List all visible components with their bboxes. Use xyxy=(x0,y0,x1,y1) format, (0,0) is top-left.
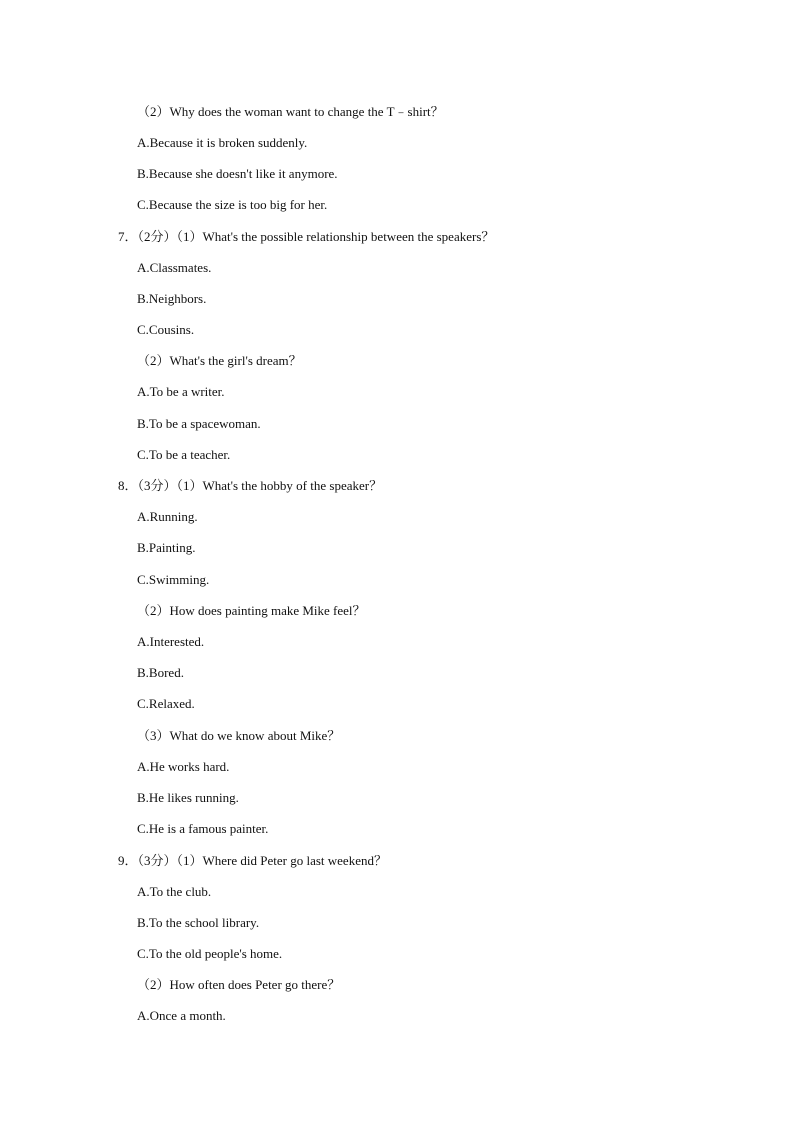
question-9-peter-last-weekend: 9．（3分）（1）Where did Peter go last weekend？ xyxy=(118,853,387,868)
option-b-not-like: B.Because she doesn't like it anymore. xyxy=(137,166,338,181)
option-a-writer: A.To be a writer. xyxy=(137,384,225,399)
question-8-hobby: 8．（3分）（1）What's the hobby of the speaker？ xyxy=(118,478,383,493)
option-a-works-hard: A.He works hard. xyxy=(137,759,230,774)
option-c-famous-painter: C.He is a famous painter. xyxy=(137,821,269,836)
sub-question-2-girls-dream: （2）What's the girl's dream？ xyxy=(137,353,302,368)
option-b-school-library: B.To the school library. xyxy=(137,915,260,930)
option-b-likes-running: B.He likes running. xyxy=(137,790,239,805)
option-b-bored: B.Bored. xyxy=(137,665,184,680)
option-a-running: A.Running. xyxy=(137,509,198,524)
option-c-relaxed: C.Relaxed. xyxy=(137,696,195,711)
option-a-broken: A.Because it is broken suddenly. xyxy=(137,135,308,150)
option-c-old-peoples-home: C.To the old people's home. xyxy=(137,946,283,961)
option-a-club: A.To the club. xyxy=(137,884,212,899)
option-b-painting: B.Painting. xyxy=(137,540,196,555)
option-c-teacher: C.To be a teacher. xyxy=(137,447,231,462)
option-a-classmates: A.Classmates. xyxy=(137,260,212,275)
option-b-neighbors: B.Neighbors. xyxy=(137,291,207,306)
sub-question-2-painting-feel: （2）How does painting make Mike feel？ xyxy=(137,603,366,618)
option-b-spacewoman: B.To be a spacewoman. xyxy=(137,416,261,431)
sub-question-3-about-mike: （3）What do we know about Mike？ xyxy=(137,728,341,743)
sub-question-2-why-change-tshirt: （2）Why does the woman want to change the T﹣shirt？ xyxy=(137,104,444,119)
sub-question-2-how-often: （2）How often does Peter go there？ xyxy=(137,977,341,992)
question-7-relationship: 7．（2分）（1）What's the possible relationship between the speakers？ xyxy=(118,229,495,244)
option-c-size-too-big: C.Because the size is too big for her. xyxy=(137,197,328,212)
option-a-interested: A.Interested. xyxy=(137,634,205,649)
option-c-swimming: C.Swimming. xyxy=(137,572,210,587)
option-c-cousins: C.Cousins. xyxy=(137,322,195,337)
option-a-once-a-month: A.Once a month. xyxy=(137,1008,226,1023)
